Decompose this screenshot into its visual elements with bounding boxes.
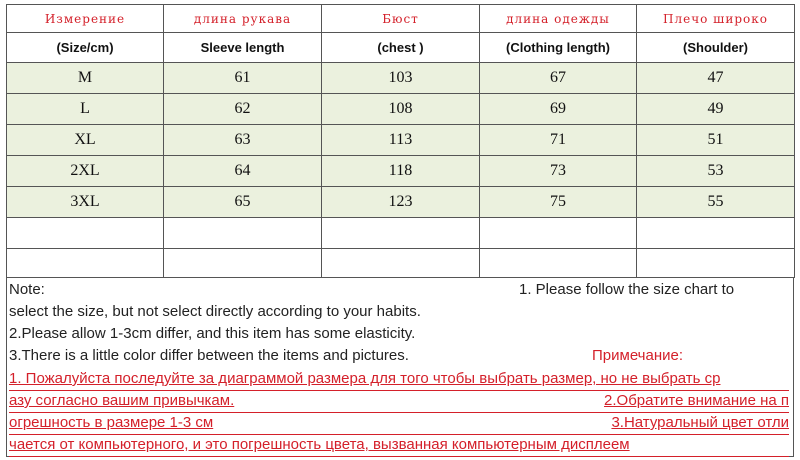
- empty-cell: [7, 218, 164, 249]
- russian-note-1-end: азу согласно вашим привычкам.: [9, 392, 235, 409]
- note-label: Note:: [9, 281, 45, 298]
- chest-cell: 118: [322, 156, 480, 187]
- header-en-length: (Clothing length): [480, 33, 637, 63]
- size-chart-table: [6, 4, 795, 278]
- russian-note-line-3: [9, 412, 789, 435]
- shoulder-cell: 53: [637, 156, 795, 187]
- chest-cell: 103: [322, 63, 480, 94]
- note-line-1: [9, 279, 789, 301]
- russian-note-2-end: огрешность в размере 1-3 см: [9, 414, 214, 431]
- header-ru-chest: Бюст: [322, 5, 480, 33]
- empty-cell: [637, 249, 795, 278]
- shoulder-cell: 55: [637, 187, 795, 218]
- length-cell: 75: [480, 187, 637, 218]
- russian-note-line-4: [9, 434, 789, 457]
- size-cell: L: [7, 94, 164, 125]
- chest-cell: 123: [322, 187, 480, 218]
- note-item-2: 2.Please allow 1-3cm differ, and this item has some elasticity.: [9, 325, 416, 342]
- header-en-shoulder: (Shoulder): [637, 33, 795, 63]
- length-cell: 73: [480, 156, 637, 187]
- header-en-sleeve: Sleeve length: [164, 33, 322, 63]
- header-ru-shoulder: Плечо широко: [637, 5, 795, 33]
- header-en-chest: (chest ): [322, 33, 480, 63]
- size-cell: M: [7, 63, 164, 94]
- empty-cell: [637, 218, 795, 249]
- size-cell: 2XL: [7, 156, 164, 187]
- sleeve-cell: 65: [164, 187, 322, 218]
- empty-cell: [7, 249, 164, 278]
- empty-row: [7, 249, 795, 278]
- english-header-row: [7, 33, 795, 63]
- table-row: [7, 187, 795, 218]
- chest-cell: 108: [322, 94, 480, 125]
- shoulder-cell: 51: [637, 125, 795, 156]
- russian-note-2-start: 2.Обратите внимание на п: [604, 392, 789, 409]
- table-row: [7, 125, 795, 156]
- sleeve-cell: 64: [164, 156, 322, 187]
- note-item-1-start: 1. Please follow the size chart to: [519, 281, 735, 298]
- sleeve-cell: 61: [164, 63, 322, 94]
- table-row: [7, 94, 795, 125]
- empty-cell: [164, 249, 322, 278]
- russian-note-3-start: 3.Натуральный цвет отли: [611, 414, 789, 431]
- length-cell: 71: [480, 125, 637, 156]
- header-ru-length: длина одежды: [480, 5, 637, 33]
- notes-box: [6, 278, 794, 457]
- note-line-4: [9, 345, 789, 367]
- note-item-1-end: select the size, but not select directly according to your habits.: [9, 303, 421, 320]
- empty-cell: [322, 218, 480, 249]
- russian-header-row: [7, 5, 795, 33]
- sleeve-cell: 63: [164, 125, 322, 156]
- header-en-size: (Size/cm): [7, 33, 164, 63]
- table-row: [7, 156, 795, 187]
- length-cell: 67: [480, 63, 637, 94]
- russian-note-line-2: [9, 390, 789, 413]
- empty-row: [7, 218, 795, 249]
- chest-cell: 113: [322, 125, 480, 156]
- russian-note-3-end: чается от компьютерного, и это погрешность цвета, вызванная компьютерным дисплеем: [9, 436, 630, 453]
- empty-cell: [480, 249, 637, 278]
- empty-cell: [164, 218, 322, 249]
- size-cell: XL: [7, 125, 164, 156]
- note-line-2: [9, 301, 789, 323]
- size-cell: 3XL: [7, 187, 164, 218]
- empty-cell: [322, 249, 480, 278]
- note-item-3: 3.There is a little color differ between the items and pictures.: [9, 347, 409, 364]
- header-ru-sleeve: длина рукава: [164, 5, 322, 33]
- russian-note-line-1: [9, 368, 789, 391]
- sleeve-cell: 62: [164, 94, 322, 125]
- note-line-3: [9, 323, 789, 345]
- empty-cell: [480, 218, 637, 249]
- table-row: [7, 63, 795, 94]
- shoulder-cell: 49: [637, 94, 795, 125]
- shoulder-cell: 47: [637, 63, 795, 94]
- russian-note-label: Примечание:: [592, 347, 683, 364]
- header-ru-size: Измерение: [7, 5, 164, 33]
- russian-note-1: 1. Пожалуйста последуйте за диаграммой размера для того чтобы выбрать размер, но не выбрать ср: [9, 370, 721, 387]
- length-cell: 69: [480, 94, 637, 125]
